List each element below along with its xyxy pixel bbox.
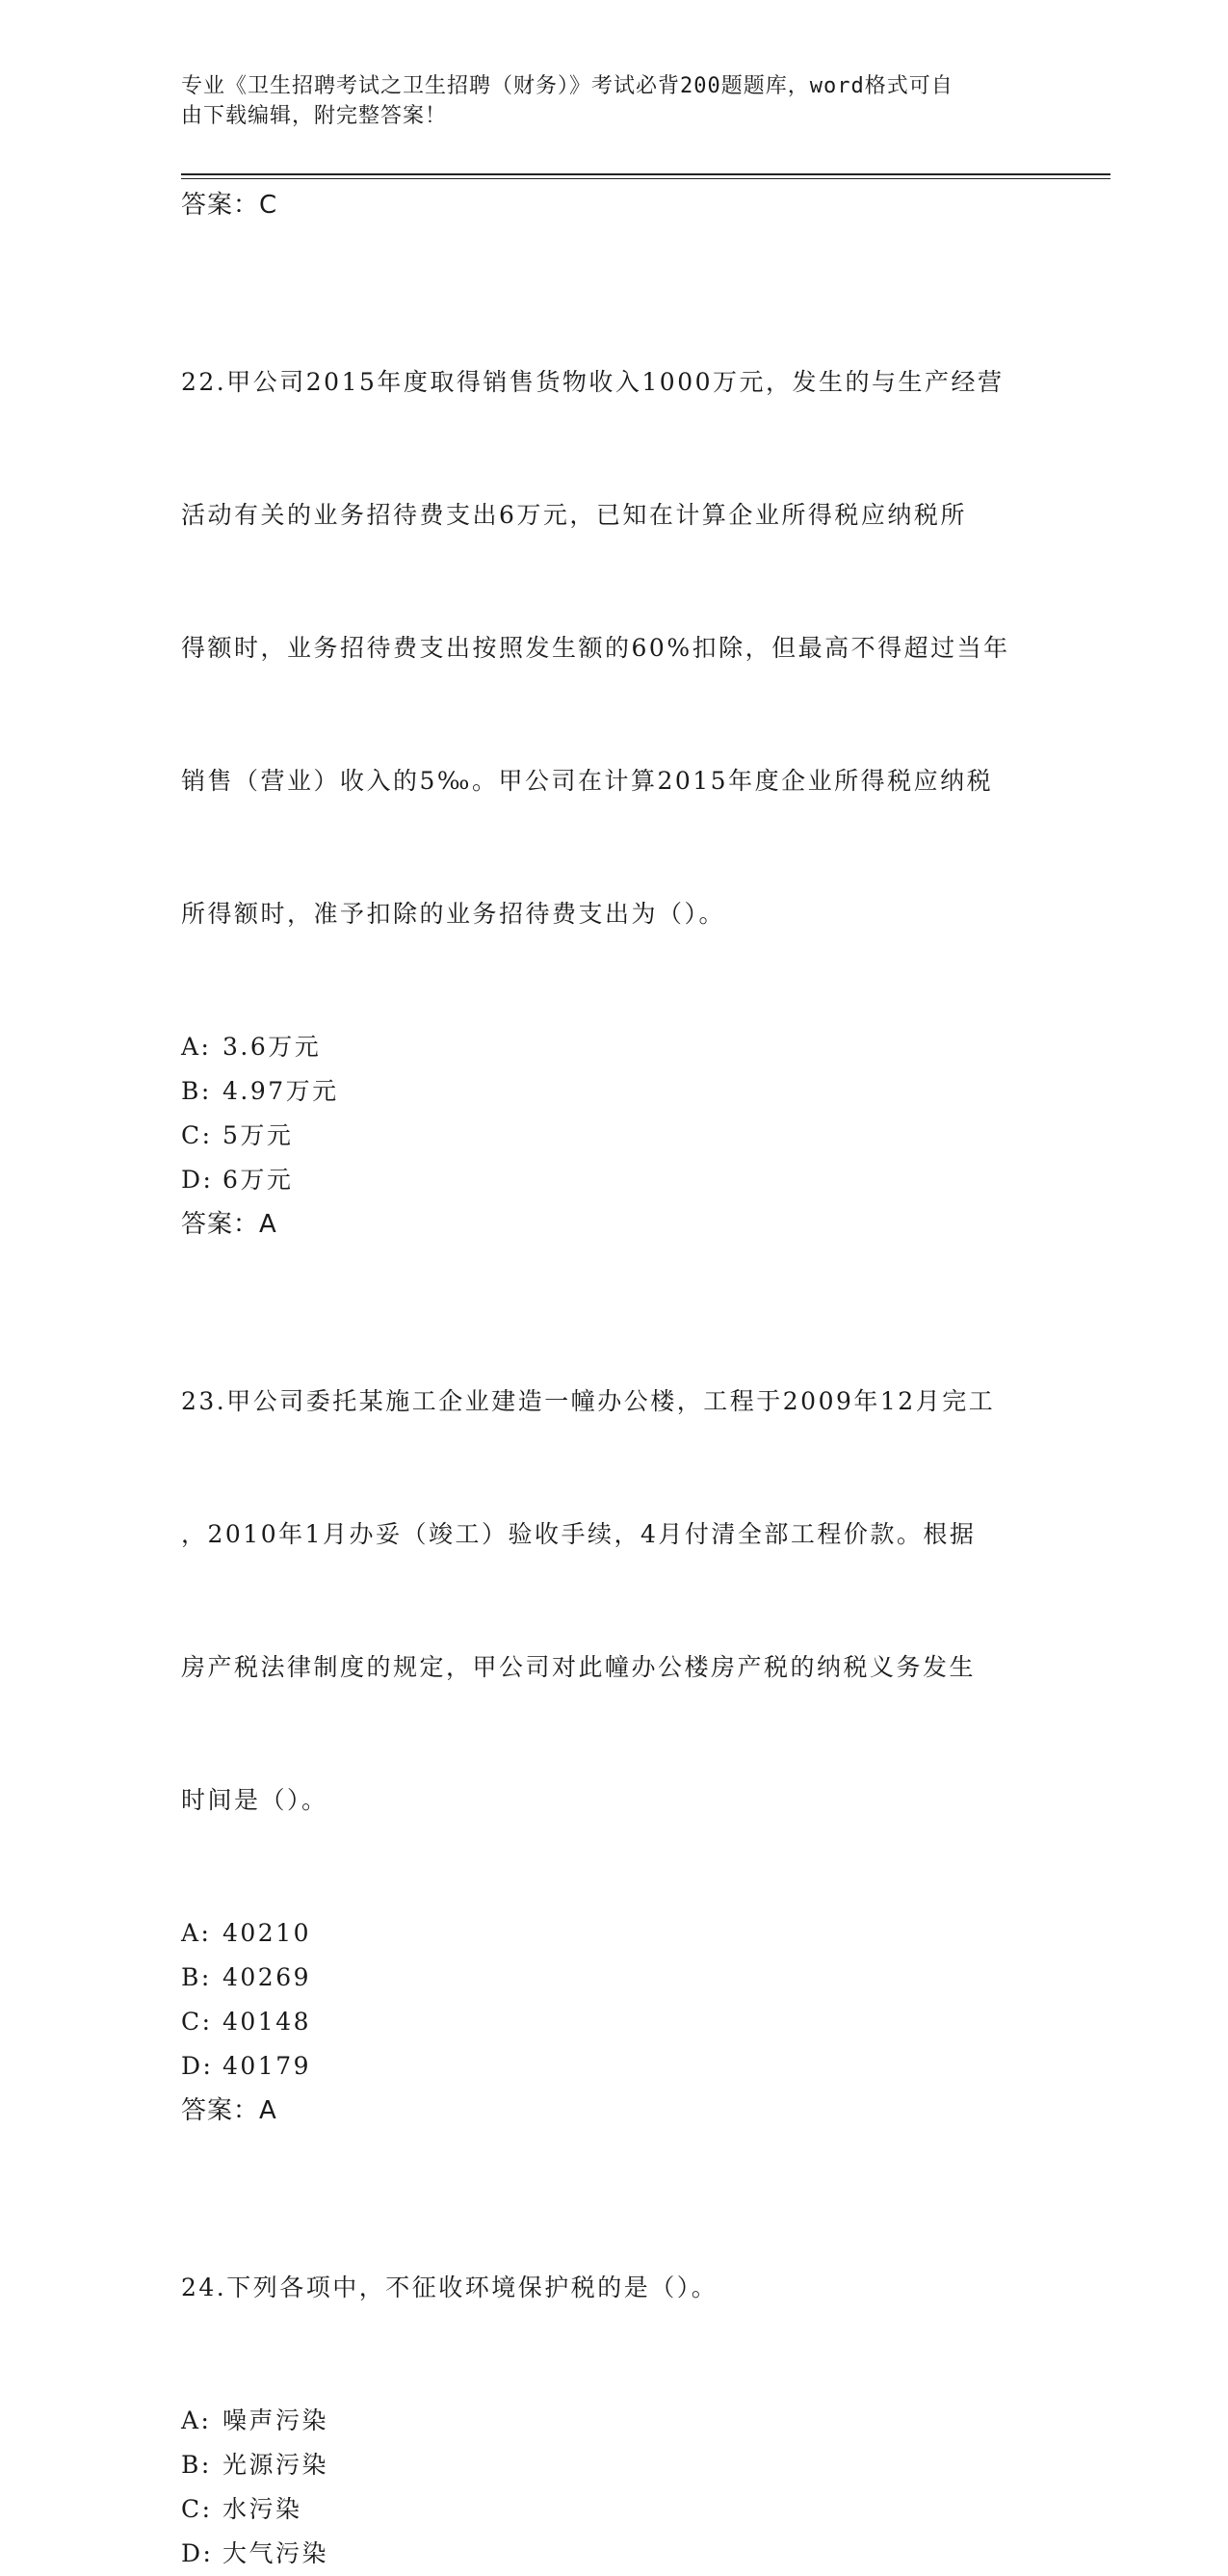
option-text: 40179 [222,2052,312,2080]
option-text: 40269 [222,1963,312,1991]
option-b [181,2443,1048,2487]
stem-line: 所得额时，准予扣除的业务招待费支出为（）。 [181,900,726,928]
option-text: 3.6万元 [222,1033,322,1061]
answer-22: 答案：A [181,1210,277,1239]
stem-line: 时间是（）。 [181,1786,328,1814]
stem-line: 房产税法律制度的规定，甲公司对此幢办公楼房产税的纳税义务发生 [181,1653,977,1681]
option-d [181,1158,1048,1202]
option-letter: D: [181,2052,214,2080]
option-text: 5万元 [222,1121,294,1149]
question-22 [181,272,1048,1247]
question-stem [181,272,1048,1025]
previous-answer: 答案：C [181,191,278,220]
header-rule-thin [181,178,1110,179]
question-24 [181,2177,1048,2576]
option-letter: A: [181,1919,212,1947]
option-letter: A: [181,1033,212,1061]
option-letter: B: [181,2451,212,2479]
option-text: 40210 [222,1919,312,1947]
question-stem [181,2177,1048,2399]
option-letter: C: [181,1121,213,1149]
option-a [181,1025,1048,1069]
option-text: 6万元 [222,1166,294,1194]
stem-line: ，2010年1月办妥（竣工）验收手续，4月付清全部工程价款。根据 [181,1520,977,1548]
document-header [181,71,1048,131]
option-text: 40148 [222,2008,312,2036]
option-text: 水污染 [222,2495,302,2523]
header-rule-thick [181,173,1110,175]
option-letter: D: [181,1166,214,1194]
option-c [181,2000,1048,2044]
option-a [181,1911,1048,1956]
option-text: 4.97万元 [222,1077,339,1105]
option-b [181,1956,1048,2000]
option-letter: C: [181,2495,213,2523]
question-23 [181,1291,1048,2133]
stem-line: 24.下列各项中，不征收环境保护税的是（）。 [181,2274,719,2301]
option-text: 噪声污染 [222,2406,329,2434]
option-d [181,2532,1048,2576]
option-letter: C: [181,2008,213,2036]
option-letter: D: [181,2539,214,2567]
stem-line: 销售（营业）收入的5‰。甲公司在计算2015年度企业所得税应纳税 [181,767,994,795]
option-d [181,2044,1048,2089]
option-c [181,1114,1048,1158]
option-text: 大气污染 [222,2539,329,2567]
stem-line: 得额时，业务招待费支出按照发生额的60%扣除，但最高不得超过当年 [181,634,1010,662]
option-letter: B: [181,1963,212,1991]
option-c [181,2487,1048,2532]
document-body [181,183,1048,2576]
spacer [181,1247,1048,1291]
spacer [181,2133,1048,2177]
answer-23: 答案：A [181,2096,277,2125]
option-letter: B: [181,1077,212,1105]
question-stem [181,1291,1048,1911]
option-text: 光源污染 [222,2451,329,2479]
option-b [181,1069,1048,1114]
stem-line: 22.甲公司2015年度取得销售货物收入1000万元，发生的与生产经营 [181,368,1005,396]
option-a [181,2399,1048,2443]
stem-line: 活动有关的业务招待费支出6万元，已知在计算企业所得税应纳税所 [181,501,967,529]
option-letter: A: [181,2406,212,2434]
spacer [181,227,1048,272]
stem-line: 23.甲公司委托某施工企业建造一幢办公楼，工程于2009年12月完工 [181,1387,996,1415]
header-line-1: 专业《卫生招聘考试之卫生招聘（财务）》考试必背200题题库，word格式可自 [181,74,954,98]
header-line-2: 由下载编辑，附完整答案！ [181,104,448,128]
